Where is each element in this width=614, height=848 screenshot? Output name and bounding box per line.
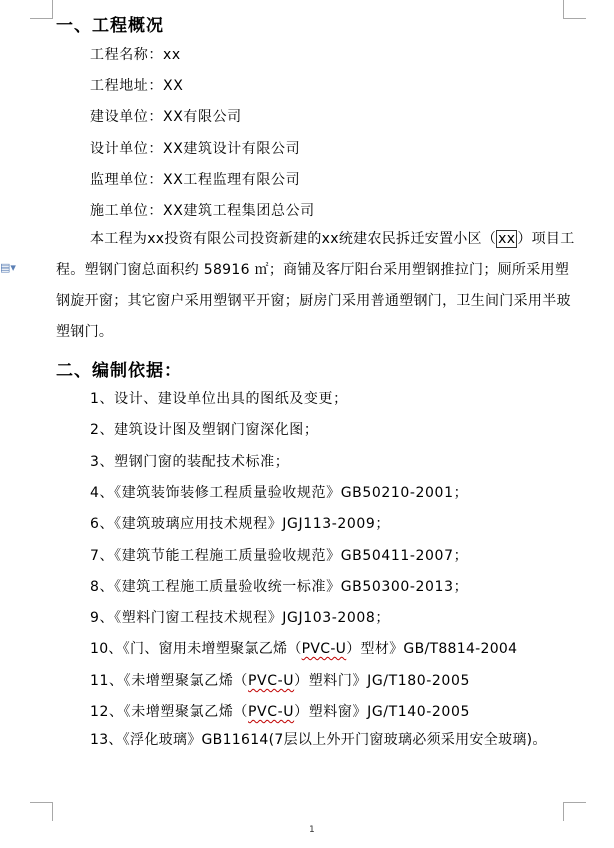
basis-item-2: 2、建筑设计图及塑钢门窗深化图； [90, 422, 319, 438]
project-address-line: 工程地址：XX [90, 78, 184, 94]
basis-item-7: 7、《建筑节能工程施工质量验收规范》GB50411-2007； [90, 548, 469, 564]
contractor-line: 施工单位：XX建筑工程集团总公司 [90, 203, 315, 219]
basis-item-3: 3、塑钢门窗的装配技术标准； [90, 454, 290, 470]
section-heading-overview: 一、工程概况 [56, 16, 164, 36]
basis-item-6: 6、《建筑玻璃应用技术规程》JGJ113-2009； [90, 516, 391, 532]
basis-item-12-b: ）塑料窗》JG/T140-2005 [294, 704, 470, 720]
section-heading-basis: 二、编制依据： [56, 361, 182, 381]
basis-item-13 [56, 725, 576, 756]
basis-item-10 [90, 638, 517, 658]
basis-item-11-b: ）塑料门》JG/T180-2005 [294, 673, 470, 689]
basis-item-10-a: 10、《门、窗用未增塑聚氯乙烯（ [90, 641, 302, 657]
paste-options-icon[interactable]: ▤▾ [0, 261, 16, 274]
basis-item-10-pvc: PVC-U [301, 641, 347, 657]
paragraph-text-part2: ）项目工程。塑钢门窗总面积约 58916 ㎡；商铺及客厅阳台采用塑钢推拉门；厕所采用塑钢旋开窗；其它窗户采用塑钢平开窗；厨房门采用普通塑钢门，卫生间门采用半玻塑钢门。 [56, 231, 575, 340]
page-number: 1 [309, 825, 315, 835]
basis-item-10-b: ）型材》GB/T8814-2004 [346, 641, 518, 657]
basis-item-8: 8、《建筑工程施工质量验收统一标准》GB50300-2013； [90, 579, 469, 595]
basis-item-12-a: 12、《未增塑聚氯乙烯（ [90, 704, 249, 720]
overview-paragraph [56, 224, 576, 348]
paragraph-highlight: xx [498, 231, 516, 247]
project-name-line: 工程名称：xx [90, 47, 181, 63]
builder-line: 建设单位：XX有限公司 [90, 109, 242, 125]
crop-mark-top-right [563, 0, 586, 19]
supervisor-line: 监理单位：XX工程监理有限公司 [90, 172, 301, 188]
basis-item-11 [90, 670, 470, 690]
basis-item-4: 4、《建筑装饰装修工程质量验收规范》GB50210-2001； [90, 485, 469, 501]
crop-mark-bottom-right [563, 802, 586, 821]
crop-mark-bottom-left [30, 802, 53, 821]
basis-item-11-a: 11、《未增塑聚氯乙烯（ [90, 673, 249, 689]
designer-line: 设计单位：XX建筑设计有限公司 [90, 141, 301, 157]
basis-item-12 [90, 701, 470, 721]
basis-item-13-text: 13、《浮化玻璃》GB11614(7层以上外开门窗玻璃必须采用安全玻璃)。 [90, 732, 547, 748]
basis-item-1: 1、设计、建设单位出具的图纸及变更； [90, 391, 348, 407]
crop-mark-top-left [30, 0, 53, 19]
basis-item-9: 9、《塑料门窗工程技术规程》JGJ103-2008； [90, 610, 391, 626]
basis-item-11-pvc: PVC-U [248, 673, 295, 689]
paragraph-text-part1: 本工程为xx投资有限公司投资新建的xx统建农民拆迁安置小区（ [90, 231, 497, 247]
basis-item-12-pvc: PVC-U [248, 704, 295, 720]
